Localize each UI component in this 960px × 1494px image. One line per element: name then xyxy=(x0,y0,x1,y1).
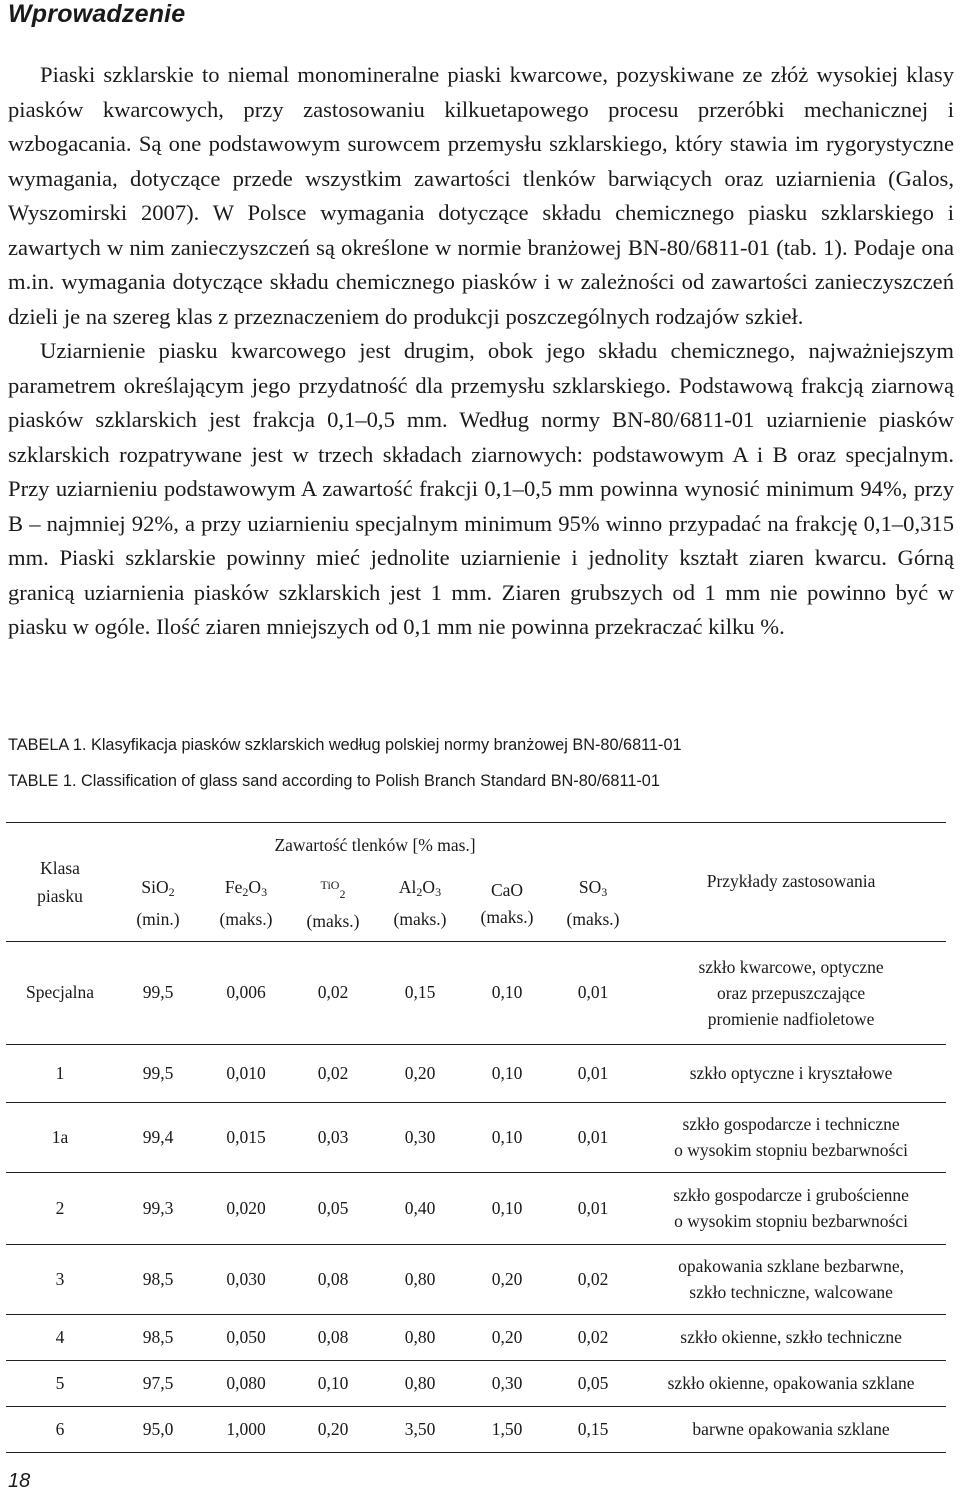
cell-use-line: o wysokim stopniu bezbarwności xyxy=(674,1140,908,1160)
cell-value: 3,50 xyxy=(376,1406,464,1452)
cell-class: 4 xyxy=(6,1314,114,1360)
cell-value: 0,08 xyxy=(290,1314,376,1360)
cell-value: 0,20 xyxy=(376,1044,464,1102)
cell-use-line: szkło techniczne, walcowane xyxy=(689,1282,893,1302)
cell-value: 0,30 xyxy=(376,1102,464,1172)
table-row xyxy=(6,1244,946,1314)
cell-use-line: szkło optyczne i kryształowe xyxy=(689,1063,893,1083)
cell-value: 0,10 xyxy=(464,941,550,1044)
header-oxide: CaO (maks.) xyxy=(464,867,550,941)
cell-value: 0,01 xyxy=(550,1172,636,1244)
cell-value: 0,02 xyxy=(550,1244,636,1314)
cell-class: 3 xyxy=(6,1244,114,1314)
cell-use xyxy=(636,1172,946,1244)
cell-use xyxy=(636,1102,946,1172)
cell-value: 0,80 xyxy=(376,1244,464,1314)
table-row xyxy=(6,1314,946,1360)
cell-value: 98,5 xyxy=(114,1244,202,1314)
cell-value: 0,08 xyxy=(290,1244,376,1314)
cell-class: 2 xyxy=(6,1172,114,1244)
cell-value: 0,10 xyxy=(290,1360,376,1406)
cell-value: 0,30 xyxy=(464,1360,550,1406)
table-row xyxy=(6,1172,946,1244)
cell-use-line: oraz przepuszczające xyxy=(716,982,866,1003)
section-heading: Wprowadzenie xyxy=(8,0,186,28)
cell-value: 0,10 xyxy=(464,1102,550,1172)
cell-value: 0,10 xyxy=(464,1172,550,1244)
cell-value: 1,50 xyxy=(464,1406,550,1452)
paragraph: Uziarnienie piasku kwarcowego jest drugim, obok jego składu chemicznego, najważniejszym parametrem określającym jego przydatność dla przemysłu szklarskiego. Podstawową frakcją ziarnową piasków szklarskich jest frakcja 0,1–0,5 mm. Według normy BN-80/6811-01 uziarnienie piasków szklarskich rozpatrywane jest w trzech składach ziarnowych: podstawowym A i B oraz specjalnym. Przy uziarnieniu podstawowym A zawartość frakcji 0,1–0,5 mm powinna wynosić minimum 94%, przy B – najmniej 92%, a przy uziarnieniu specjalnym minimum 95% winno przypadać na frakcję 0,1–0,315 mm. Piaski szklarskie powinny mieć jednolite uziarnienie i jednolity kształt ziaren kwarcu. Górną granicą uziarnienia piasków szklarskich jest 1 mm. Ziaren grubszych od 1 mm nie powinno być w piasku w ogóle. Ilość ziaren mniejszych od 0,1 mm nie powinna przekraczać kilku %. xyxy=(8,338,954,639)
paragraph: Piaski szklarskie to niemal monomineralne piaski kwarcowe, pozyskiwane ze złóż wysokiej klasy piasków kwarcowych, przy zastosowaniu kilkuetapowego procesu przeróbki mechanicznej i wzbogacania. Są one podstawowym surowcem przemysłu szklarskiego, który stawia im rygorystyczne wymagania, dotyczące przede wszystkim zawartości tlenków barwiących oraz uziarnienia (Galos, Wyszomirski 2007). W Polsce wymagania dotyczące składu chemicznego piasku szklarskiego i zawartych w nim zanieczyszczeń są określone w normie branżowej BN-80/6811-01 (tab. 1). Podaje ona m.in. wymagania dotyczące składu chemicznego piasków i w zależności od zawartości zanieczyszczeń dzieli je na szereg klas z przeznaczeniem do produkcji poszczególnych rodzajów szkieł. xyxy=(8,62,954,329)
cell-class: 6 xyxy=(6,1406,114,1452)
table-body xyxy=(6,941,946,1452)
cell-value: 99,4 xyxy=(114,1102,202,1172)
cell-value: 0,02 xyxy=(550,1314,636,1360)
header-oxide: SiO$_2$ (min.) xyxy=(114,867,202,941)
cell-value: 0,40 xyxy=(376,1172,464,1244)
header-class-line: Klasa xyxy=(40,857,80,878)
cell-class: 1a xyxy=(6,1102,114,1172)
cell-value: 0,10 xyxy=(464,1044,550,1102)
header-oxide: $^{TiO}_2$ (maks.) xyxy=(290,867,376,941)
table-caption-pl: TABELA 1. Klasyfikacja piasków szklarskich według polskiej normy branżowej BN-80/6811-01 xyxy=(8,736,682,754)
cell-use xyxy=(636,941,946,1044)
cell-value: 99,3 xyxy=(114,1172,202,1244)
header-oxide: $SO_3$ (maks.) xyxy=(550,867,636,941)
cell-use xyxy=(636,1244,946,1314)
cell-value: 0,020 xyxy=(202,1172,290,1244)
cell-use-line: barwne opakowania szklane xyxy=(692,1419,890,1439)
cell-use xyxy=(636,1314,946,1360)
cell-value: 0,15 xyxy=(376,941,464,1044)
cell-class: 1 xyxy=(6,1044,114,1102)
cell-value: 0,01 xyxy=(550,1102,636,1172)
cell-use xyxy=(636,1044,946,1102)
cell-value: 0,15 xyxy=(550,1406,636,1452)
header-oxide-group: Zawartość tlenków [% mas.] xyxy=(114,823,636,868)
header-use: Przykłady zastosowania xyxy=(636,823,946,942)
cell-value: 0,03 xyxy=(290,1102,376,1172)
cell-class: 5 xyxy=(6,1360,114,1406)
cell-value: 99,5 xyxy=(114,1044,202,1102)
cell-use-line: o wysokim stopniu bezbarwności xyxy=(674,1211,908,1231)
cell-value: 0,030 xyxy=(202,1244,290,1314)
cell-value: 0,20 xyxy=(464,1314,550,1360)
table-row xyxy=(6,1044,946,1102)
cell-value: 0,050 xyxy=(202,1314,290,1360)
cell-value: 0,02 xyxy=(290,1044,376,1102)
body-text xyxy=(8,58,954,645)
cell-value: 0,20 xyxy=(290,1406,376,1452)
cell-use-line: szkło gospodarcze i techniczne xyxy=(682,1114,900,1134)
cell-value: 1,000 xyxy=(202,1406,290,1452)
cell-value: 98,5 xyxy=(114,1314,202,1360)
cell-use-line: szkło gospodarcze i grubościenne xyxy=(673,1185,909,1205)
cell-value: 97,5 xyxy=(114,1360,202,1406)
page-number: 18 xyxy=(8,1470,31,1492)
cell-use-line: opakowania szklane bezbarwne, xyxy=(678,1256,905,1276)
classification-table xyxy=(6,822,946,1453)
cell-value: 0,80 xyxy=(376,1314,464,1360)
cell-value: 0,010 xyxy=(202,1044,290,1102)
header-class xyxy=(6,823,114,942)
cell-value: 0,01 xyxy=(550,941,636,1044)
cell-value: 0,01 xyxy=(550,1044,636,1102)
cell-use-line: szkło kwarcowe, optyczne xyxy=(698,956,884,977)
header-class-line: piasku xyxy=(37,885,83,906)
header-oxide: $Fe_2O_3$ (maks.) xyxy=(202,867,290,941)
cell-value: 0,02 xyxy=(290,941,376,1044)
cell-value: 0,20 xyxy=(464,1244,550,1314)
cell-use-line: szkło okienne, opakowania szklane xyxy=(667,1373,915,1393)
cell-value: 0,080 xyxy=(202,1360,290,1406)
table-header-row xyxy=(6,823,946,868)
table-caption-en: TABLE 1. Classification of glass sand according to Polish Branch Standard BN-80/6811-01 xyxy=(8,772,660,790)
cell-class: Specjalna xyxy=(6,941,114,1044)
cell-use xyxy=(636,1360,946,1406)
table-row xyxy=(6,1406,946,1452)
cell-value: 0,05 xyxy=(550,1360,636,1406)
cell-use-line: szkło okienne, szkło techniczne xyxy=(680,1327,902,1347)
cell-value: 0,015 xyxy=(202,1102,290,1172)
cell-use xyxy=(636,1406,946,1452)
table-row xyxy=(6,1360,946,1406)
table-row xyxy=(6,1102,946,1172)
cell-value: 0,80 xyxy=(376,1360,464,1406)
header-oxide: $Al_2O_3$ (maks.) xyxy=(376,867,464,941)
cell-use-line: promienie nadfioletowe xyxy=(707,1008,875,1029)
cell-value: 99,5 xyxy=(114,941,202,1044)
cell-value: 0,05 xyxy=(290,1172,376,1244)
cell-value: 0,006 xyxy=(202,941,290,1044)
table-row xyxy=(6,941,946,1044)
cell-value: 95,0 xyxy=(114,1406,202,1452)
